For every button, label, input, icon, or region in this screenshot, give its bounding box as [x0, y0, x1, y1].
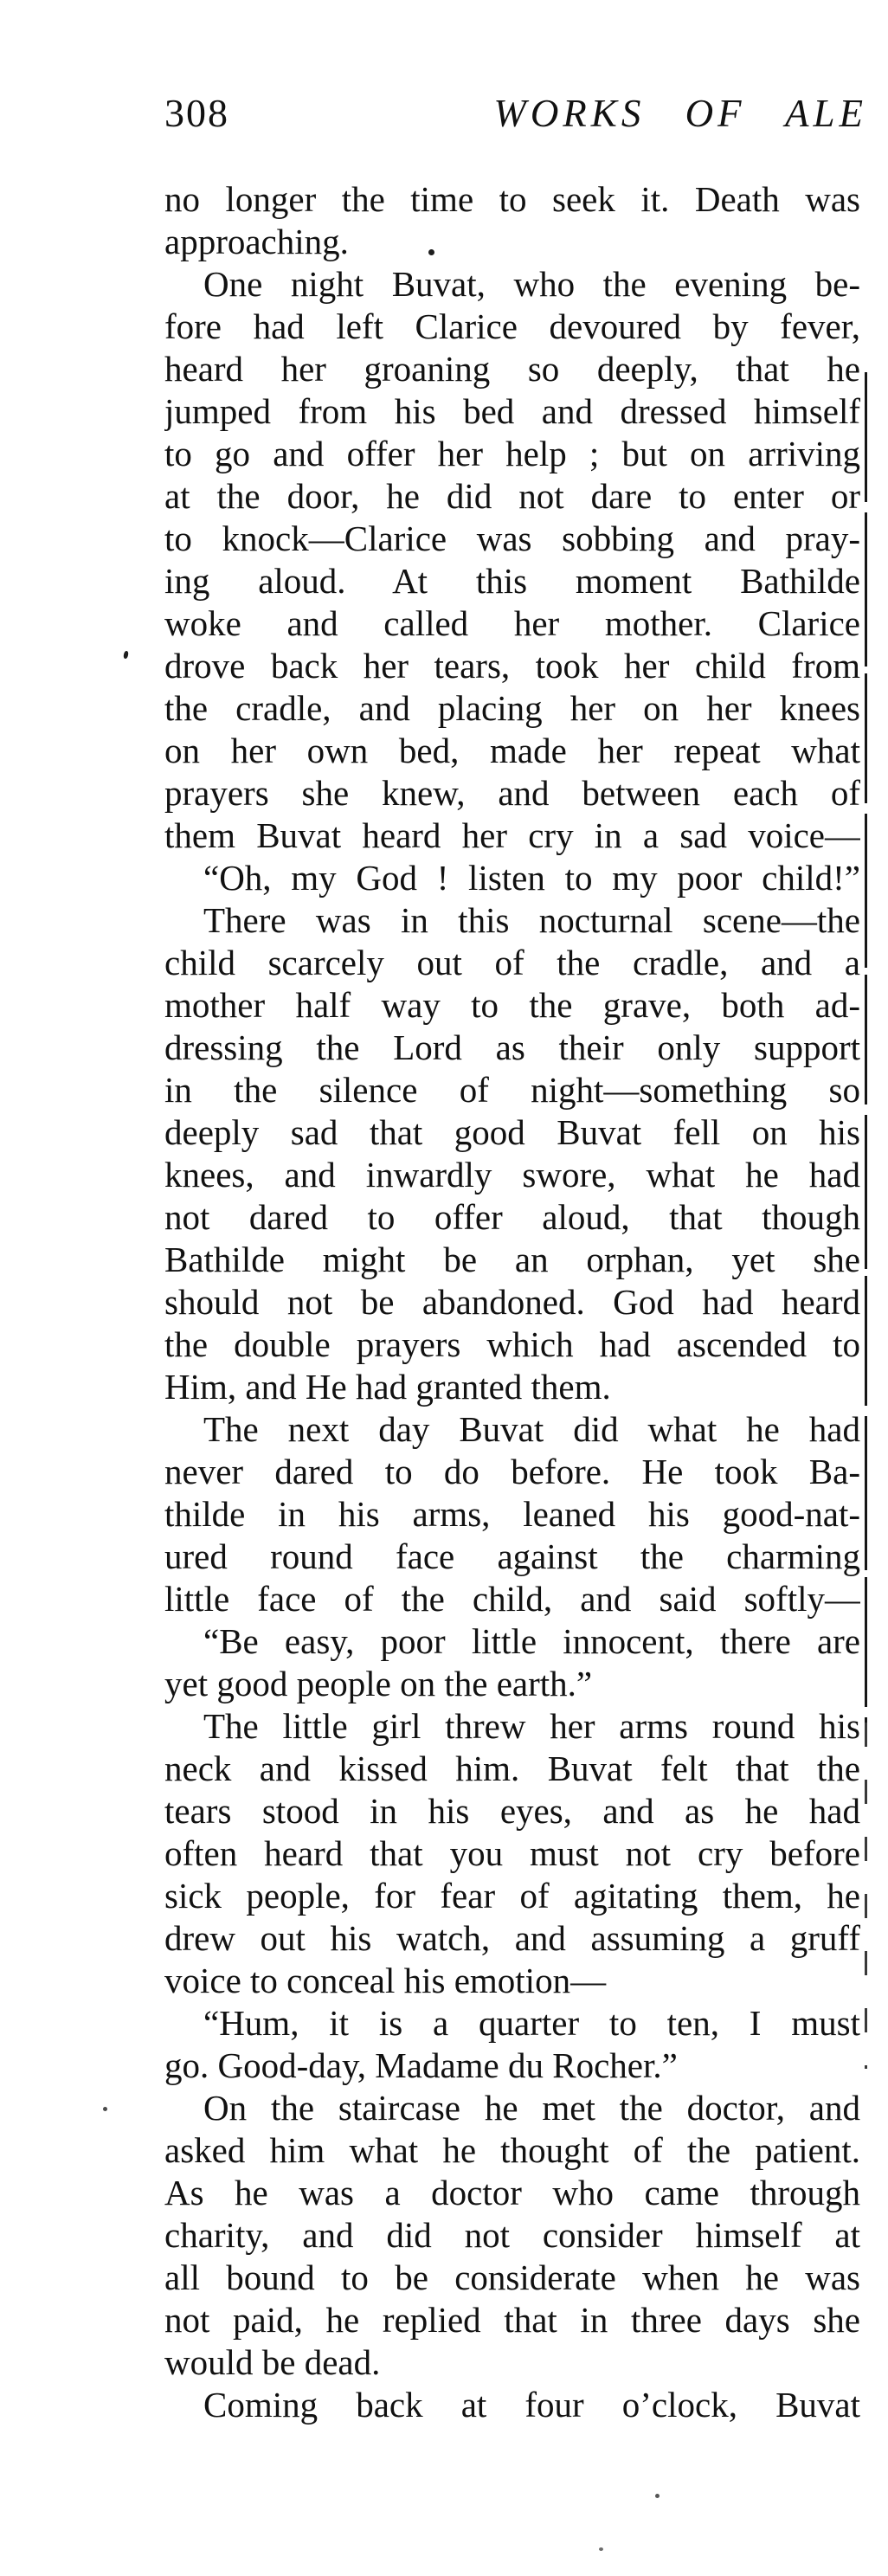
- text-line: ing aloud. At this moment Bathilde: [164, 561, 860, 601]
- text-line: the double prayers which had ascended to: [164, 1324, 860, 1364]
- text-line: “Oh, my God ! listen to my poor child!”: [203, 858, 860, 898]
- text-line: Bathilde might be an orphan, yet she: [164, 1240, 860, 1279]
- paragraph: [164, 178, 860, 263]
- text-line: to go and offer her help ; but on arriving: [164, 434, 860, 473]
- text-line: asked him what he thought of the patient.: [164, 2130, 860, 2170]
- text-line: on her own bed, made her repeat what: [164, 731, 860, 770]
- text-line: yet good people on the earth.”: [164, 1664, 593, 1703]
- text-line: ured round face against the charming: [164, 1536, 860, 1576]
- text-line: voice to conceal his emotion—: [164, 1961, 607, 2000]
- scan-speck: [599, 2547, 603, 2551]
- text-line: the cradle, and placing her on her knees: [164, 688, 860, 728]
- text-line: at the door, he did not dare to enter or: [164, 476, 860, 516]
- text-line: Him, and He had granted them.: [164, 1367, 611, 1407]
- text-line: child scarcely out of the cradle, and a: [164, 943, 860, 982]
- paragraph: [164, 2002, 860, 2087]
- paragraph: [164, 1408, 860, 1620]
- text-line: to knock—Clarice was sobbing and pray-: [164, 518, 860, 558]
- text-line: thilde in his arms, leaned his good-nat-: [164, 1494, 860, 1534]
- text-line: On the staircase he met the doctor, and: [203, 2088, 860, 2128]
- text-line: in the silence of night—something so: [164, 1070, 860, 1110]
- text-line: would be dead.: [164, 2342, 381, 2382]
- text-line: sick people, for fear of agitating them, he: [164, 1876, 860, 1916]
- text-line: heard her groaning so deeply, that he: [164, 349, 860, 389]
- running-title: WORKS OF ALE: [493, 92, 867, 135]
- text-line: One night Buvat, who the evening be-: [203, 264, 860, 304]
- scan-edge-line: [865, 372, 867, 1723]
- text-line: “Hum, it is a quarter to ten, I must: [203, 2003, 860, 2043]
- text-line: mother half way to the grave, both ad-: [164, 985, 860, 1025]
- text-line: drove back her tears, took her child from: [164, 646, 860, 686]
- scan-edge-line-dashed: [865, 1723, 867, 2069]
- text-line: woke and called her mother. Clarice: [164, 603, 860, 643]
- text-line: little face of the child, and said softly—: [164, 1579, 860, 1619]
- text-line: them Buvat heard her cry in a sad voice—: [164, 815, 860, 855]
- paragraph: [164, 899, 860, 1408]
- page-number: 308: [164, 91, 229, 135]
- text-line: tears stood in his eyes, and as he had: [164, 1791, 860, 1831]
- text-line: As he was a doctor who came through: [164, 2173, 860, 2212]
- text-line: The next day Buvat did what he had: [203, 1409, 860, 1449]
- scan-speck: [103, 2107, 107, 2111]
- text-line: not paid, he replied that in three days she: [164, 2300, 860, 2340]
- text-line: The little girl threw her arms round his: [203, 1706, 860, 1746]
- text-line: never dared to do before. He took Ba-: [164, 1452, 860, 1491]
- page-text-block: [164, 178, 860, 2426]
- text-line: deeply sad that good Buvat fell on his: [164, 1112, 860, 1152]
- text-line: dressing the Lord as their only support: [164, 1027, 860, 1067]
- paragraph: [164, 2384, 860, 2426]
- text-line: charity, and did not consider himself at: [164, 2215, 860, 2255]
- text-line: often heard that you must not cry before: [164, 1833, 860, 1873]
- text-line: all bound to be considerate when he was: [164, 2257, 860, 2297]
- text-line: “Be easy, poor little innocent, there are: [203, 1621, 860, 1661]
- text-line: not dared to offer aloud, that though: [164, 1197, 860, 1237]
- text-line: go. Good-day, Madame du Rocher.”: [164, 2045, 678, 2085]
- text-line: neck and kissed him. Buvat felt that the: [164, 1748, 860, 1788]
- paragraph: [164, 1705, 860, 2002]
- page-header: [164, 90, 867, 136]
- scan-speck: [123, 651, 129, 660]
- paragraph: [164, 857, 860, 899]
- text-line: prayers she knew, and between each of: [164, 773, 860, 813]
- paragraph: [164, 263, 860, 857]
- text-line: Coming back at four o’clock, Buvat: [203, 2385, 860, 2425]
- paragraph: [164, 1620, 860, 1705]
- text-line: no longer the time to seek it. Death was: [164, 179, 860, 219]
- paragraph: [164, 2087, 860, 2384]
- text-line: approaching.: [164, 222, 349, 261]
- text-line: fore had left Clarice devoured by fever,: [164, 306, 860, 346]
- scan-speck: [655, 2494, 660, 2498]
- scan-speck: [428, 249, 434, 255]
- text-line: There was in this nocturnal scene—the: [203, 900, 860, 940]
- text-line: drew out his watch, and assuming a gruff: [164, 1918, 860, 1958]
- text-line: knees, and inwardly swore, what he had: [164, 1155, 860, 1195]
- text-line: jumped from his bed and dressed himself: [164, 391, 860, 431]
- text-line: should not be abandoned. God had heard: [164, 1282, 860, 1322]
